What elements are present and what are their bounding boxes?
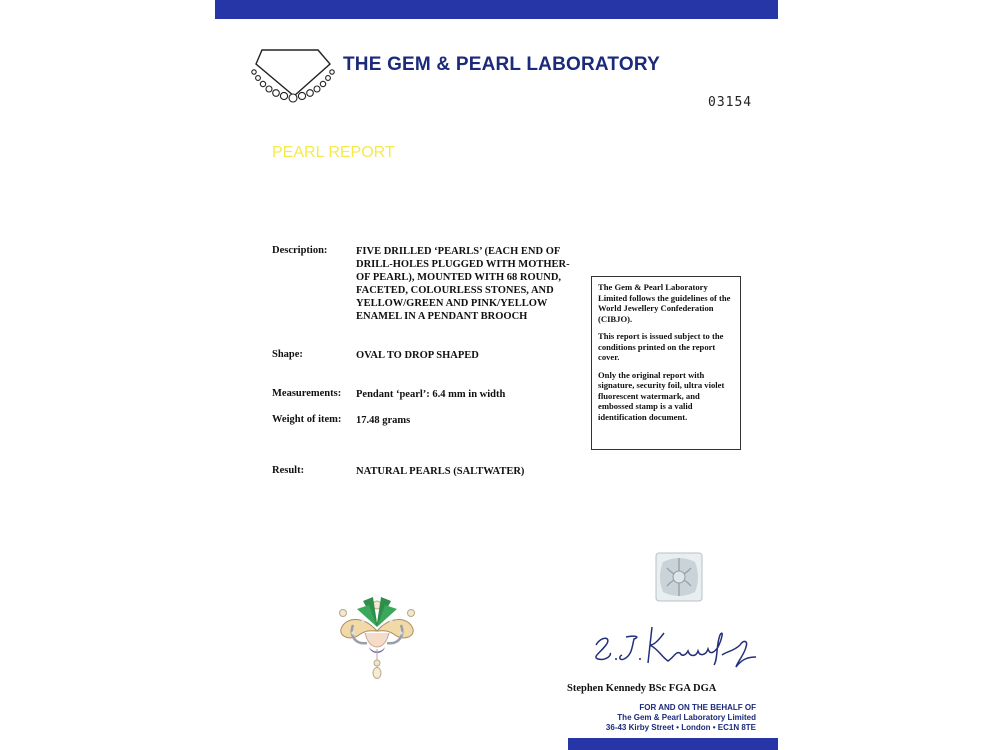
signer-name: Stephen Kennedy BSc FGA DGA <box>567 683 717 694</box>
shape-label: Shape: <box>272 349 303 360</box>
shape-value: OVAL TO DROP SHAPED <box>356 350 479 361</box>
weight-value: 17.48 grams <box>356 415 411 426</box>
notice-conditions: This report is issued subject to the conditions printed on the report cover. <box>598 331 724 362</box>
weight-label: Weight of item: <box>272 414 342 425</box>
lab-name: THE GEM & PEARL LABORATORY <box>343 54 660 75</box>
result-label: Result: <box>272 465 305 476</box>
report-title: PEARL REPORT <box>272 144 395 161</box>
pearl-necklace-logo-icon <box>248 42 340 108</box>
measurements-label: Measurements: <box>272 388 342 399</box>
description-value: FIVE DRILLED ‘PEARLS’ (EACH END OF DRILL-HOLES PLUGGED WITH MOTHER-OF PEARL), MOUNTED WITH 68 ROUND, FACETED, COLOURLESS STONES, AND YELLOW/GREEN AND PINK/YELLOW ENAMEL IN A PENDANT BROOCH <box>356 246 570 322</box>
brooch-photo <box>323 575 431 683</box>
cibjo-notice-box <box>591 276 741 450</box>
description-label: Description: <box>272 245 328 256</box>
bottom-brand-bar <box>568 738 778 750</box>
behalf-address: 36-43 Kirby Street • London • EC1N 8TE <box>605 723 756 732</box>
report-number: 03154 <box>708 95 753 110</box>
notice-guidelines: The Gem & Pearl Laboratory Limited follows the guidelines of the World Jewellery Confederation (CIBJO). <box>598 282 731 324</box>
result-value: NATURAL PEARLS (SALTWATER) <box>356 466 525 477</box>
security-hologram-icon <box>655 552 703 602</box>
behalf-line: FOR AND ON THE BEHALF OF <box>639 703 756 712</box>
handwritten-signature <box>588 615 763 675</box>
behalf-company: The Gem & Pearl Laboratory Limited <box>617 713 756 722</box>
measurements-value: Pendant ‘pearl’: 6.4 mm in width <box>356 389 506 400</box>
on-behalf-block <box>560 703 756 733</box>
top-brand-bar <box>215 0 778 19</box>
notice-validity: Only the original report with signature, security foil, ultra violet fluorescent watermark, and embossed stamp is a valid identification document. <box>598 369 725 422</box>
